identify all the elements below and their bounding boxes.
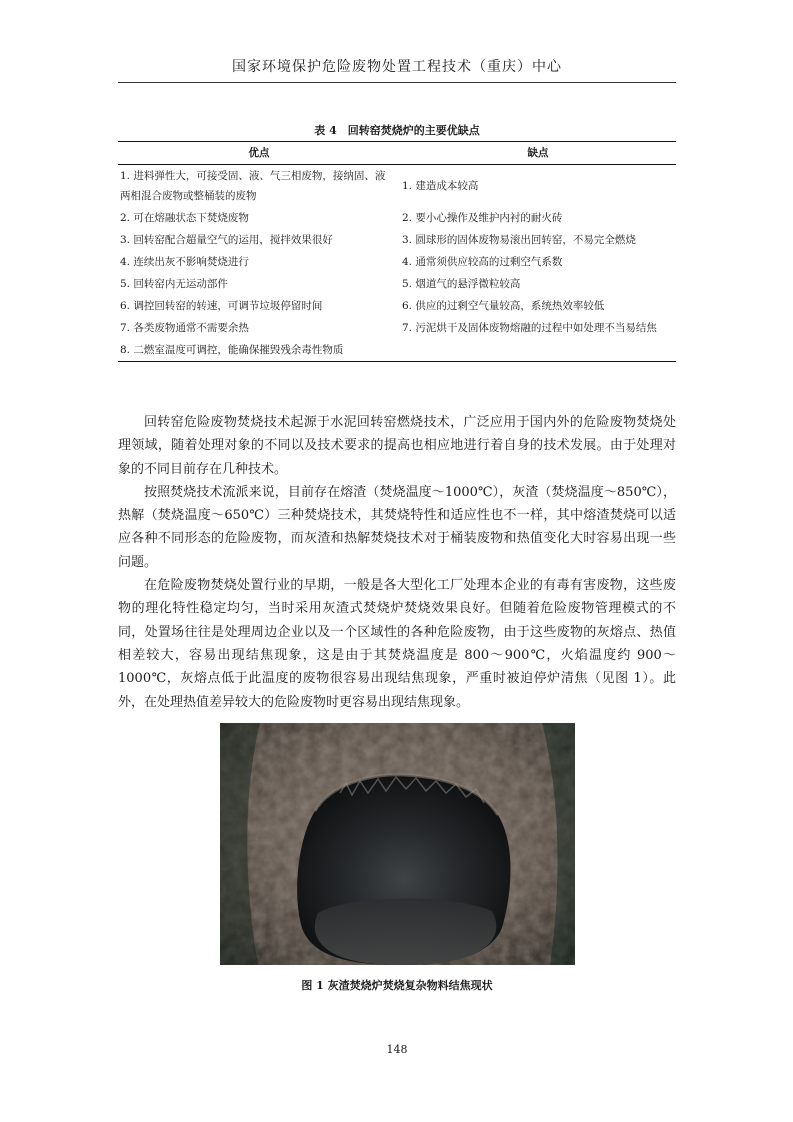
body-text [118,411,676,714]
column-header-cons: 缺点 [527,147,549,159]
column-header-pros: 优点 [248,147,270,159]
table-header-row [118,142,676,165]
table-cell-pro: 5. 回转窑内无运动部件 [120,278,228,290]
table-cell-con: 5. 烟道气的悬浮微粒较高 [402,278,521,290]
table-cell-con: 2. 要小心操作及维护内衬的耐火砖 [402,212,563,224]
paragraph: 回转窑危险废物焚烧技术起源于水泥回转窑燃烧技术，广泛应用于国内外的危险废物焚烧处理领域，随着处理对象的不同以及技术要求的提高也相应地进行着自身的技术发展。由于处理对象的不同目前存在几种技术。 [118,415,676,477]
table-cell-con: 6. 供应的过剩空气量较高，系统热效率较低 [402,300,605,312]
table-row [118,165,676,208]
figure-caption: 图 1 灰渣焚烧炉焚烧复杂物料结焦现状 [301,979,493,992]
table-cell-con: 4. 通常须供应较高的过剩空气系数 [402,256,563,268]
table-cell-pro: 6. 调控回转窑的转速，可调节垃圾停留时间 [120,300,323,312]
kiln-slagging-photo [220,723,575,965]
table-row [118,229,676,251]
photo-illustration [220,723,575,965]
table-cell-pro: 3. 回转窑配合超量空气的运用，搅拌效果很好 [120,234,333,246]
table-cell-con: 7. 污泥烘干及固体废物熔融的过程中如处理不当易结焦 [402,322,657,334]
paragraph: 按照焚烧技术流派来说，目前存在熔渣（焚烧温度～1000℃），灰渣（焚烧温度～850℃），热解（焚烧温度～650℃）三种焚烧技术，其焚烧特性和适应性也不一样，其中熔渣焚烧可以适应各种不同形态的危险废物，而灰渣和热解焚烧技术对于桶装废物和热值变化大时容易出现一些问题。 [118,484,676,570]
table-row [118,251,676,273]
table-caption: 表 4 回转窑焚烧炉的主要优缺点 [314,124,480,137]
table-cell-pro: 8. 二燃室温度可调控，能确保摧毁残余毒性物质 [120,344,344,356]
paragraph: 在危险废物焚烧处置行业的早期，一般是各大型化工厂处理本企业的有毒有害废物，这些废物的理化特性稳定均匀，当时采用灰渣式焚烧炉焚烧效果良好。但随着危险废物管理模式的不同，处置场往往是处理周边企业以及一个区域性的各种危险废物，由于这些废物的灰熔点、热值相差较大，容易出现结焦现象，这是由于其焚烧温度是 800～900℃，火焰温度约 900～1000℃，灰熔点低于此温度的废物很容易出现结焦现象，严重时被迫停炉清焦（见图 1）。此外，在处理热值差异较大的危险废物时更容易出现结焦现象。 [118,578,676,710]
running-header: 国家环境保护危险废物处置工程技术（重庆）中心 [118,56,676,83]
pros-cons-table [118,141,676,362]
table-cell-con [400,339,676,362]
table-row [118,207,676,229]
table-row [118,339,676,362]
table-cell-con: 3. 圆球形的固体废物易滚出回转窑，不易完全燃烧 [402,234,636,246]
table-row [118,273,676,295]
page-number: 148 [386,1043,408,1056]
table-cell-pro: 4. 连续出灰不影响焚烧进行 [120,256,249,268]
table-cell-pro: 1. 进料弹性大，可接受固、液、气三相废物，接纳固、液两相混合废物或整桶装的废物 [120,170,386,202]
table-row [118,317,676,339]
table-cell-pro: 2. 可在熔融状态下焚烧废物 [120,212,249,224]
table-row [118,295,676,317]
table-cell-con: 1. 建造成本较高 [402,180,479,192]
table-cell-pro: 7. 各类废物通常不需要余热 [120,322,249,334]
